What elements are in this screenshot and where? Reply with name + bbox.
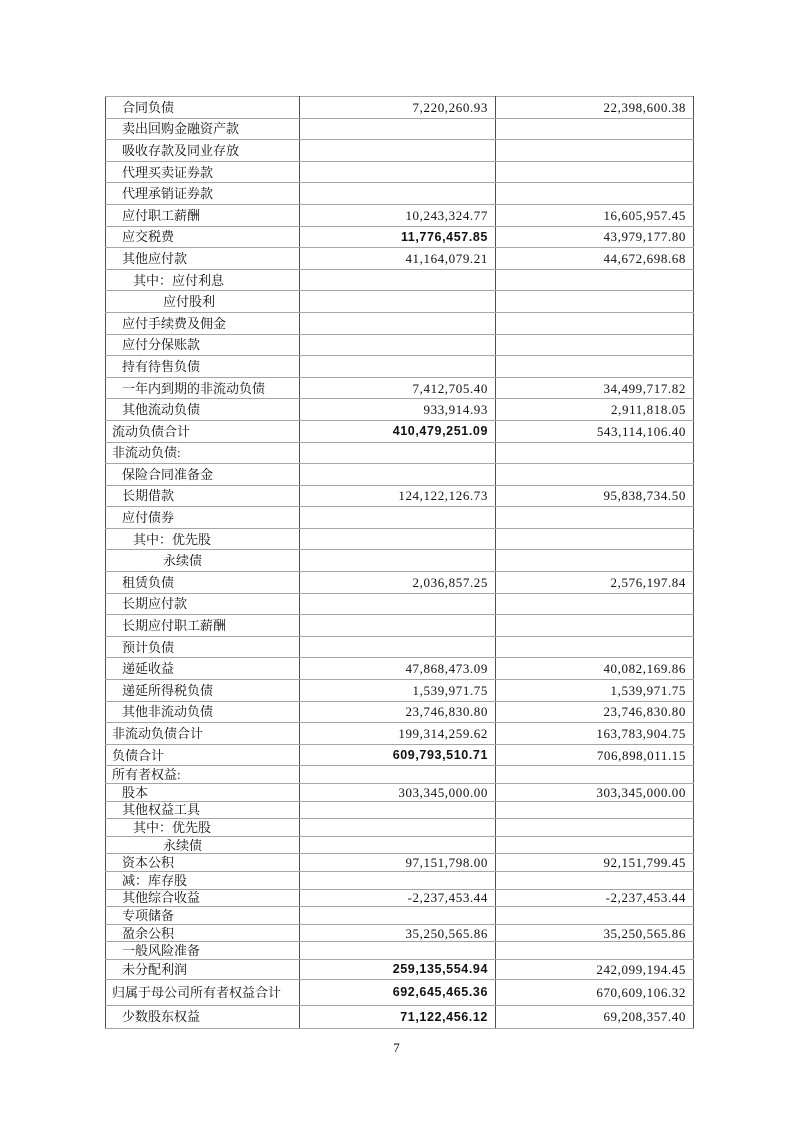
table-row — [106, 680, 694, 702]
table-row — [106, 399, 694, 421]
current-period-value-cell — [300, 528, 496, 550]
current-period-value-cell — [300, 819, 496, 837]
item-label-cell: 专项储备 — [106, 907, 300, 925]
table-row — [106, 942, 694, 960]
current-period-value-cell — [300, 507, 496, 529]
prior-period-value-cell — [496, 356, 694, 378]
table-row — [106, 97, 694, 119]
prior-period-value-cell — [496, 312, 694, 334]
table-row — [106, 784, 694, 802]
prior-period-value-cell — [496, 507, 694, 529]
current-period-value-cell — [300, 871, 496, 889]
prior-period-value-cell: 2,911,818.05 — [496, 399, 694, 421]
prior-period-value-cell — [496, 183, 694, 205]
item-label-cell: 一年内到期的非流动负债 — [106, 377, 300, 399]
current-period-value-cell — [300, 907, 496, 925]
table-row — [106, 1005, 694, 1028]
table-row — [106, 550, 694, 572]
item-label-cell: 非流动负债: — [106, 442, 300, 464]
table-row — [106, 766, 694, 784]
table-row — [106, 854, 694, 872]
table-row — [106, 723, 694, 745]
item-label-cell: 其中：优先股 — [106, 819, 300, 837]
current-period-value-cell: 10,243,324.77 — [300, 204, 496, 226]
item-label-cell: 永续债 — [106, 550, 300, 572]
prior-period-value-cell — [496, 161, 694, 183]
item-label-cell: 应付手续费及佣金 — [106, 312, 300, 334]
item-label-cell: 递延收益 — [106, 658, 300, 680]
item-label-cell: 预计负债 — [106, 636, 300, 658]
table-row — [106, 871, 694, 889]
prior-period-value-cell: -2,237,453.44 — [496, 889, 694, 907]
prior-period-value-cell: 40,082,169.86 — [496, 658, 694, 680]
item-label-cell: 一般风险准备 — [106, 942, 300, 960]
prior-period-value-cell: 34,499,717.82 — [496, 377, 694, 399]
current-period-value-cell: 410,479,251.09 — [300, 420, 496, 442]
current-period-value-cell: 71,122,456.12 — [300, 1005, 496, 1028]
current-period-value-cell — [300, 118, 496, 140]
prior-period-value-cell — [496, 118, 694, 140]
item-label-cell: 其他综合收益 — [106, 889, 300, 907]
item-label-cell: 应付股利 — [106, 291, 300, 313]
current-period-value-cell — [300, 161, 496, 183]
table-row — [106, 420, 694, 442]
prior-period-value-cell — [496, 942, 694, 960]
table-row — [106, 507, 694, 529]
item-label-cell: 应交税费 — [106, 226, 300, 248]
item-label-cell: 其他应付款 — [106, 248, 300, 270]
current-period-value-cell — [300, 636, 496, 658]
table-row — [106, 836, 694, 854]
item-label-cell: 保险合同准备金 — [106, 464, 300, 486]
prior-period-value-cell: 16,605,957.45 — [496, 204, 694, 226]
table-row — [106, 464, 694, 486]
table-row — [106, 334, 694, 356]
item-label-cell: 非流动负债合计 — [106, 723, 300, 745]
prior-period-value-cell: 706,898,011.15 — [496, 744, 694, 766]
table-row — [106, 291, 694, 313]
table-row — [106, 183, 694, 205]
current-period-value-cell — [300, 140, 496, 162]
item-label-cell: 少数股东权益 — [106, 1005, 300, 1028]
table-row — [106, 118, 694, 140]
table-row — [106, 485, 694, 507]
prior-period-value-cell: 303,345,000.00 — [496, 784, 694, 802]
item-label-cell: 资本公积 — [106, 854, 300, 872]
table-row — [106, 959, 694, 979]
prior-period-value-cell — [496, 442, 694, 464]
table-row — [106, 226, 694, 248]
current-period-value-cell: 303,345,000.00 — [300, 784, 496, 802]
item-label-cell: 应付职工薪酬 — [106, 204, 300, 226]
table-row — [106, 204, 694, 226]
table-row — [106, 377, 694, 399]
current-period-value-cell — [300, 550, 496, 572]
prior-period-value-cell — [496, 907, 694, 925]
current-period-value-cell: 7,220,260.93 — [300, 97, 496, 119]
item-label-cell: 其他流动负债 — [106, 399, 300, 421]
current-period-value-cell: -2,237,453.44 — [300, 889, 496, 907]
item-label-cell: 未分配利润 — [106, 959, 300, 979]
balance-sheet-table — [105, 96, 694, 1029]
current-period-value-cell — [300, 942, 496, 960]
table-row — [106, 636, 694, 658]
prior-period-value-cell — [496, 593, 694, 615]
item-label-cell: 代理买卖证券款 — [106, 161, 300, 183]
current-period-value-cell — [300, 766, 496, 784]
current-period-value-cell — [300, 312, 496, 334]
item-label-cell: 长期借款 — [106, 485, 300, 507]
item-label-cell: 应付债券 — [106, 507, 300, 529]
prior-period-value-cell: 670,609,106.32 — [496, 979, 694, 1005]
prior-period-value-cell — [496, 528, 694, 550]
item-label-cell: 持有待售负债 — [106, 356, 300, 378]
current-period-value-cell — [300, 334, 496, 356]
current-period-value-cell — [300, 593, 496, 615]
prior-period-value-cell: 543,114,106.40 — [496, 420, 694, 442]
prior-period-value-cell: 242,099,194.45 — [496, 959, 694, 979]
table-row — [106, 161, 694, 183]
current-period-value-cell — [300, 442, 496, 464]
table-row — [106, 356, 694, 378]
table-row — [106, 658, 694, 680]
table-row — [106, 801, 694, 819]
prior-period-value-cell: 35,250,565.86 — [496, 924, 694, 942]
prior-period-value-cell: 92,151,799.45 — [496, 854, 694, 872]
table-row — [106, 701, 694, 723]
table-row — [106, 979, 694, 1005]
table-row — [106, 907, 694, 925]
prior-period-value-cell: 44,672,698.68 — [496, 248, 694, 270]
item-label-cell: 合同负债 — [106, 97, 300, 119]
prior-period-value-cell — [496, 836, 694, 854]
item-label-cell: 长期应付职工薪酬 — [106, 615, 300, 637]
balance-sheet-table-body — [106, 97, 694, 1029]
prior-period-value-cell — [496, 766, 694, 784]
current-period-value-cell: 124,122,126.73 — [300, 485, 496, 507]
current-period-value-cell — [300, 269, 496, 291]
table-row — [106, 528, 694, 550]
table-row — [106, 889, 694, 907]
prior-period-value-cell: 95,838,734.50 — [496, 485, 694, 507]
prior-period-value-cell — [496, 291, 694, 313]
prior-period-value-cell — [496, 550, 694, 572]
prior-period-value-cell: 1,539,971.75 — [496, 680, 694, 702]
current-period-value-cell: 1,539,971.75 — [300, 680, 496, 702]
item-label-cell: 盈余公积 — [106, 924, 300, 942]
prior-period-value-cell — [496, 140, 694, 162]
current-period-value-cell — [300, 615, 496, 637]
current-period-value-cell — [300, 356, 496, 378]
item-label-cell: 其中：优先股 — [106, 528, 300, 550]
current-period-value-cell: 199,314,259.62 — [300, 723, 496, 745]
prior-period-value-cell — [496, 801, 694, 819]
item-label-cell: 减：库存股 — [106, 871, 300, 889]
prior-period-value-cell — [496, 636, 694, 658]
item-label-cell: 所有者权益: — [106, 766, 300, 784]
table-row — [106, 442, 694, 464]
item-label-cell: 代理承销证券款 — [106, 183, 300, 205]
current-period-value-cell: 11,776,457.85 — [300, 226, 496, 248]
current-period-value-cell — [300, 464, 496, 486]
table-row — [106, 269, 694, 291]
prior-period-value-cell — [496, 819, 694, 837]
table-row — [106, 744, 694, 766]
current-period-value-cell: 2,036,857.25 — [300, 572, 496, 594]
current-period-value-cell: 609,793,510.71 — [300, 744, 496, 766]
item-label-cell: 吸收存款及同业存放 — [106, 140, 300, 162]
current-period-value-cell: 23,746,830.80 — [300, 701, 496, 723]
current-period-value-cell — [300, 836, 496, 854]
prior-period-value-cell: 22,398,600.38 — [496, 97, 694, 119]
prior-period-value-cell — [496, 334, 694, 356]
current-period-value-cell: 7,412,705.40 — [300, 377, 496, 399]
current-period-value-cell — [300, 801, 496, 819]
current-period-value-cell: 47,868,473.09 — [300, 658, 496, 680]
current-period-value-cell: 692,645,465.36 — [300, 979, 496, 1005]
current-period-value-cell: 259,135,554.94 — [300, 959, 496, 979]
item-label-cell: 其他非流动负债 — [106, 701, 300, 723]
table-row — [106, 140, 694, 162]
item-label-cell: 递延所得税负债 — [106, 680, 300, 702]
item-label-cell: 负债合计 — [106, 744, 300, 766]
prior-period-value-cell — [496, 871, 694, 889]
current-period-value-cell: 933,914.93 — [300, 399, 496, 421]
prior-period-value-cell — [496, 464, 694, 486]
current-period-value-cell — [300, 183, 496, 205]
table-row — [106, 572, 694, 594]
prior-period-value-cell: 23,746,830.80 — [496, 701, 694, 723]
current-period-value-cell: 97,151,798.00 — [300, 854, 496, 872]
prior-period-value-cell — [496, 269, 694, 291]
table-row — [106, 819, 694, 837]
item-label-cell: 其他权益工具 — [106, 801, 300, 819]
item-label-cell: 租赁负债 — [106, 572, 300, 594]
item-label-cell: 长期应付款 — [106, 593, 300, 615]
table-row — [106, 593, 694, 615]
current-period-value-cell — [300, 291, 496, 313]
item-label-cell: 股本 — [106, 784, 300, 802]
prior-period-value-cell: 2,576,197.84 — [496, 572, 694, 594]
balance-sheet-table-container — [105, 96, 694, 1029]
item-label-cell: 其中：应付利息 — [106, 269, 300, 291]
item-label-cell: 永续债 — [106, 836, 300, 854]
item-label-cell: 流动负债合计 — [106, 420, 300, 442]
current-period-value-cell: 41,164,079.21 — [300, 248, 496, 270]
prior-period-value-cell — [496, 615, 694, 637]
prior-period-value-cell: 69,208,357.40 — [496, 1005, 694, 1028]
current-period-value-cell: 35,250,565.86 — [300, 924, 496, 942]
table-row — [106, 615, 694, 637]
item-label-cell: 归属于母公司所有者权益合计 — [106, 979, 300, 1005]
table-row — [106, 248, 694, 270]
prior-period-value-cell: 43,979,177.80 — [496, 226, 694, 248]
page-number: 7 — [393, 1040, 400, 1055]
prior-period-value-cell: 163,783,904.75 — [496, 723, 694, 745]
table-row — [106, 924, 694, 942]
table-row — [106, 312, 694, 334]
item-label-cell: 卖出回购金融资产款 — [106, 118, 300, 140]
item-label-cell: 应付分保账款 — [106, 334, 300, 356]
